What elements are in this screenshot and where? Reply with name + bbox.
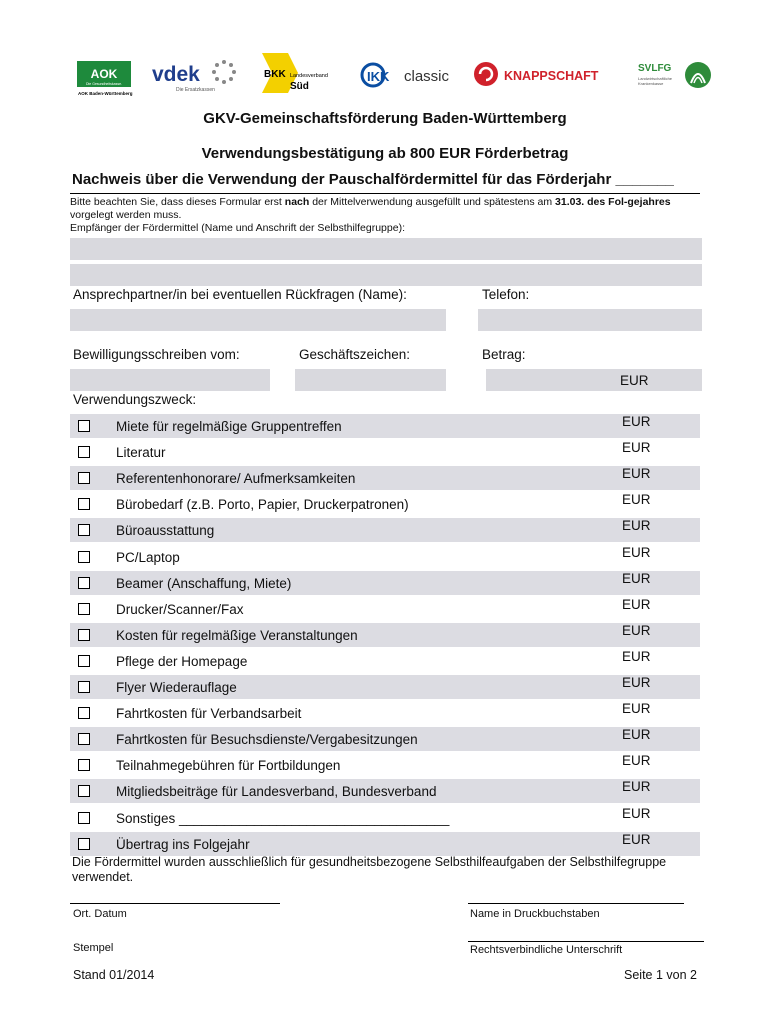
purpose-checkbox[interactable] (78, 446, 90, 458)
purpose-checkbox[interactable] (78, 812, 90, 824)
purpose-currency: EUR (622, 779, 651, 795)
footer-version: Stand 01/2014 (73, 968, 155, 982)
purpose-checkbox[interactable] (78, 785, 90, 797)
purpose-checkbox[interactable] (78, 472, 90, 484)
purpose-label: Sonstiges ____________________________________ (116, 810, 450, 826)
page-subtitle: Verwendungsbestätigung ab 800 EUR Förderbetrag (201, 145, 569, 162)
purpose-currency: EUR (622, 414, 651, 429)
recipient-field-2[interactable] (70, 264, 702, 286)
notice-text (70, 193, 700, 235)
notice-part3: vorgelegt werden muss. (70, 209, 182, 221)
purpose-currency: EUR (622, 753, 651, 769)
ikk-logo (360, 52, 460, 100)
purpose-currency: EUR (622, 466, 651, 482)
purpose-row (70, 727, 700, 751)
purpose-checkbox[interactable] (78, 759, 90, 771)
purpose-currency: EUR (622, 727, 651, 743)
purpose-row (70, 414, 700, 438)
knappschaft-logo-text: KNAPPSCHAFT (504, 69, 599, 83)
vdek-logo (150, 52, 240, 100)
purpose-label: Verwendungszweck: (73, 392, 197, 407)
recipient-field-1[interactable] (70, 238, 702, 260)
stamp-label: Stempel (73, 942, 114, 954)
purpose-currency: EUR (622, 701, 651, 717)
notice-bold1: nach (284, 196, 310, 208)
purpose-currency: EUR (622, 675, 651, 690)
purpose-row (70, 779, 700, 803)
print-name-line (468, 903, 684, 904)
purpose-row (70, 806, 700, 830)
purpose-label: Übertrag ins Folgejahr (116, 836, 250, 852)
svlfg-logo (636, 52, 716, 100)
aok-logo-text: AOK (90, 67, 118, 81)
aok-logo (76, 52, 136, 100)
purpose-checkbox[interactable] (78, 655, 90, 667)
declaration-text: Die Fördermittel wurden ausschließlich für gesundheitsbezogene Selbsthilfeaufgaben der Selbsthilfegruppe verwendet. (72, 855, 667, 884)
purpose-row (70, 440, 700, 464)
page-title: GKV-Gemeinschaftsförderung Baden-Württemberg (203, 110, 567, 127)
bkk-logo-line2: Süd (290, 81, 309, 92)
notice-bold2: 31.03. des Fol-gejahres (555, 196, 671, 208)
purpose-label: Flyer Wiederauflage (116, 680, 237, 695)
aok-caption: AOK Baden-Württemberg (78, 91, 133, 96)
purpose-currency: EUR (622, 622, 651, 638)
purpose-currency: EUR (622, 596, 651, 612)
purpose-currency: EUR (622, 440, 651, 456)
svlfg-logo-text: SVLFG (638, 63, 672, 74)
purpose-label: Referentenhonorare/ Aufmerksamkeiten (116, 471, 356, 487)
purpose-row (70, 518, 700, 542)
vdek-logo-text: vdek (152, 63, 200, 86)
footer-page: Seite 1 von 2 (624, 968, 697, 982)
amount-label: Betrag: (482, 347, 526, 362)
purpose-checkbox[interactable] (78, 838, 90, 850)
contact-name-field[interactable] (70, 309, 446, 331)
purpose-row (70, 545, 700, 569)
recipient-label: Empfänger der Fördermittel (Name und Anschrift der Selbsthilfegruppe): (70, 222, 405, 234)
purpose-label: Fahrtkosten für Verbandsarbeit (116, 706, 302, 722)
approval-date-field[interactable] (70, 369, 270, 391)
knappschaft-logo (472, 52, 616, 100)
purpose-checkbox[interactable] (78, 498, 90, 510)
purpose-label: Kosten für regelmäßige Veranstaltungen (116, 627, 358, 643)
purpose-label: Fahrtkosten für Besuchsdienste/Vergabesitzungen (116, 732, 418, 748)
vdek-logo-sub: Die Ersatzkassen (176, 87, 215, 93)
signature-label: Rechtsverbindliche Unterschrift (470, 944, 623, 956)
purpose-currency: EUR (622, 831, 651, 847)
purpose-label: Literatur (116, 445, 166, 461)
amount-field[interactable] (486, 369, 702, 391)
notice-part1: Bitte beachten Sie, dass dieses Formular erst (70, 196, 285, 208)
purpose-row (70, 832, 700, 856)
phone-field[interactable] (478, 309, 702, 331)
purpose-label: Teilnahmegebühren für Fortbildungen (116, 758, 341, 774)
purpose-currency: EUR (622, 805, 651, 821)
purpose-label: Drucker/Scanner/Fax (116, 601, 244, 617)
bkk-logo-text: BKK (264, 69, 286, 80)
purpose-currency: EUR (622, 492, 651, 508)
purpose-currency: EUR (622, 518, 651, 534)
purpose-label: Mitgliedsbeiträge für Landesverband, Bundesverband (116, 784, 437, 800)
notice-part2: der Mittelverwendung ausgefüllt und spätestens am (309, 196, 556, 208)
purpose-row (70, 597, 700, 621)
purpose-checkbox[interactable] (78, 524, 90, 536)
purpose-checkbox[interactable] (78, 603, 90, 615)
purpose-label: Miete für regelmäßige Gruppentreffen (116, 419, 342, 434)
purpose-label: Bürobedarf (z.B. Porto, Papier, Druckerpatronen) (116, 497, 409, 513)
svlfg-logo-sub1: Landwirtschaftliche (638, 76, 673, 81)
approval-label: Bewilligungsschreiben vom: (73, 347, 240, 362)
signature-line (468, 941, 704, 942)
purpose-row (70, 492, 700, 516)
purpose-checkbox[interactable] (78, 420, 90, 432)
phone-label: Telefon: (482, 287, 530, 302)
purpose-currency: EUR (622, 570, 651, 586)
purpose-row (70, 753, 700, 777)
purpose-checkbox[interactable] (78, 551, 90, 563)
purpose-row (70, 623, 700, 647)
ikk-logo-suffix: classic (404, 68, 450, 85)
ikk-logo-text: IKK (367, 69, 390, 84)
bkk-logo-line1: Landesverband (290, 73, 328, 79)
contact-label: Ansprechpartner/in bei eventuellen Rückfragen (Name): (73, 287, 407, 302)
place-date-line (70, 903, 280, 904)
purpose-row (70, 701, 700, 725)
reference-label: Geschäftszeichen: (299, 347, 411, 362)
amount-currency: EUR (620, 373, 649, 388)
purpose-checkbox[interactable] (78, 629, 90, 641)
purpose-label: PC/Laptop (116, 549, 180, 565)
purpose-checkbox[interactable] (78, 681, 90, 693)
purpose-currency: EUR (622, 544, 651, 560)
purpose-checkbox[interactable] (78, 577, 90, 589)
purpose-label: Beamer (Anschaffung, Miete) (116, 575, 292, 591)
purpose-row (70, 675, 700, 699)
purpose-checkbox[interactable] (78, 707, 90, 719)
section-heading: Nachweis über die Verwendung der Pauschalfördermittel für das Förderjahr _______ (72, 171, 674, 188)
purpose-currency: EUR (622, 648, 651, 664)
svlfg-logo-sub2: Krankenkasse (638, 81, 664, 86)
aok-logo-sub: Die Gesundheitskasse. (86, 82, 122, 86)
place-date-label: Ort. Datum (73, 908, 127, 920)
bkk-logo (258, 52, 368, 100)
purpose-checkbox[interactable] (78, 733, 90, 745)
purpose-label: Büroausstattung (116, 523, 215, 539)
purpose-label: Pflege der Homepage (116, 653, 248, 669)
print-name-label: Name in Druckbuchstaben (470, 908, 600, 920)
purpose-row (70, 649, 700, 673)
reference-field[interactable] (295, 369, 446, 391)
purpose-row (70, 466, 700, 490)
purpose-row (70, 571, 700, 595)
